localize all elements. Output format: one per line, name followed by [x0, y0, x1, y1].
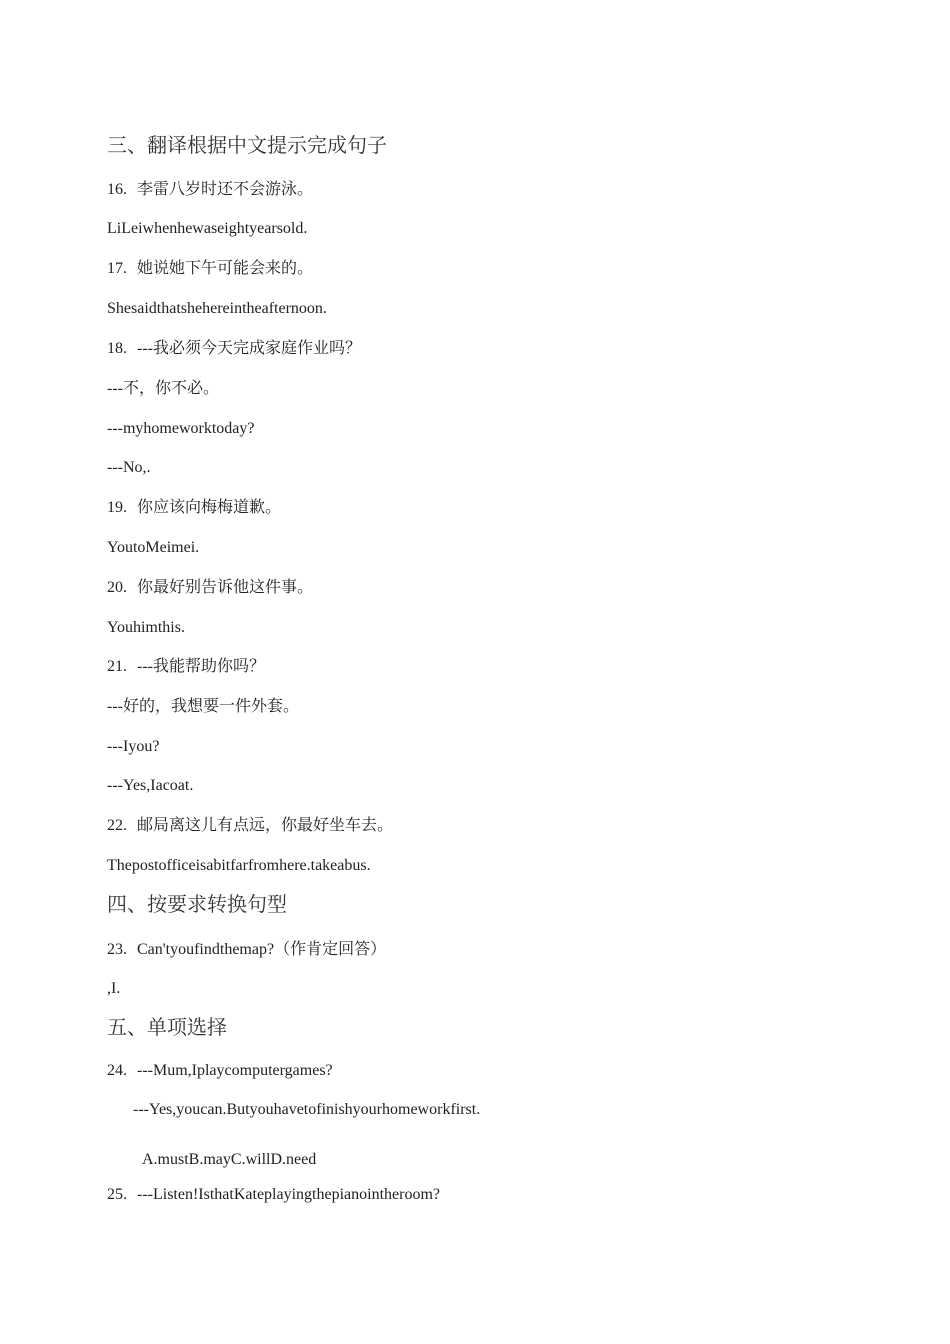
- question-19-prompt: [107, 498, 281, 518]
- question-24-options: A.mustB.mayC.willD.need: [142, 1151, 317, 1168]
- question-16-prompt: [107, 180, 313, 200]
- question-23-prompt: [107, 940, 386, 960]
- question-25-prompt: [107, 1185, 440, 1205]
- question-18-answer-reply: ---No,.: [107, 459, 151, 476]
- question-17-answer: Shesaidthatshehereintheafternoon.: [107, 300, 327, 317]
- question-18-prompt-reply: ---不，你不必。: [107, 380, 219, 397]
- question-21-answer: ---Iyou?: [107, 738, 160, 755]
- question-20-answer: Youhimthis.: [107, 619, 185, 636]
- question-22-answer: Thepostofficeisabitfarfromhere.takeabus.: [107, 857, 371, 874]
- question-number: 18.: [107, 340, 127, 357]
- question-text: 你最好别告诉他这件事。: [137, 579, 314, 596]
- question-21-answer-reply: ---Yes,Iacoat.: [107, 777, 194, 794]
- question-21-prompt: [107, 657, 265, 677]
- question-number: 22.: [107, 817, 127, 834]
- question-19-answer: YoutoMeimei.: [107, 539, 200, 556]
- question-21-prompt-reply: ---好的，我想要一件外套。: [107, 698, 299, 715]
- question-number: 23.: [107, 941, 127, 958]
- question-number: 17.: [107, 260, 127, 277]
- question-16-answer: LiLeiwhenhewaseightyearsold.: [107, 220, 308, 237]
- question-text: 李雷八岁时还不会游泳。: [137, 181, 314, 198]
- section-heading-translation: 三、翻译根据中文提示完成句子: [107, 133, 387, 157]
- question-number: 25.: [107, 1186, 127, 1203]
- question-text: 她说她下午可能会来的。: [137, 260, 314, 277]
- question-24-prompt: [107, 1061, 333, 1081]
- question-text: Can'tyoufindthemap?（作肯定回答）: [137, 941, 387, 958]
- question-22-prompt: [107, 816, 393, 836]
- question-17-prompt: [107, 259, 313, 279]
- question-text: ---Mum,Iplaycomputergames?: [137, 1062, 333, 1079]
- question-23-answer: ,I.: [107, 980, 121, 997]
- question-number: 19.: [107, 499, 127, 516]
- question-number: 16.: [107, 181, 127, 198]
- question-18-prompt: [107, 339, 361, 359]
- question-text: 你应该向梅梅道歉。: [137, 499, 282, 516]
- section-heading-single-choice: 五、单项选择: [107, 1015, 227, 1039]
- question-text: ---我能帮助你吗？: [137, 658, 265, 675]
- question-text: ---Listen!IsthatKateplayingthepianointheroom?: [137, 1186, 441, 1203]
- question-text: ---我必须今天完成家庭作业吗？: [137, 340, 361, 357]
- question-text: 邮局离这儿有点远，你最好坐车去。: [137, 817, 394, 834]
- question-24-reply: ---Yes,youcan.Butyouhavetofinishyourhomeworkfirst.: [133, 1101, 481, 1118]
- section-heading-transform: 四、按要求转换句型: [107, 892, 287, 916]
- question-number: 24.: [107, 1062, 127, 1079]
- question-20-prompt: [107, 578, 313, 598]
- question-18-answer: ---myhomeworktoday?: [107, 420, 255, 437]
- question-number: 20.: [107, 579, 127, 596]
- question-number: 21.: [107, 658, 127, 675]
